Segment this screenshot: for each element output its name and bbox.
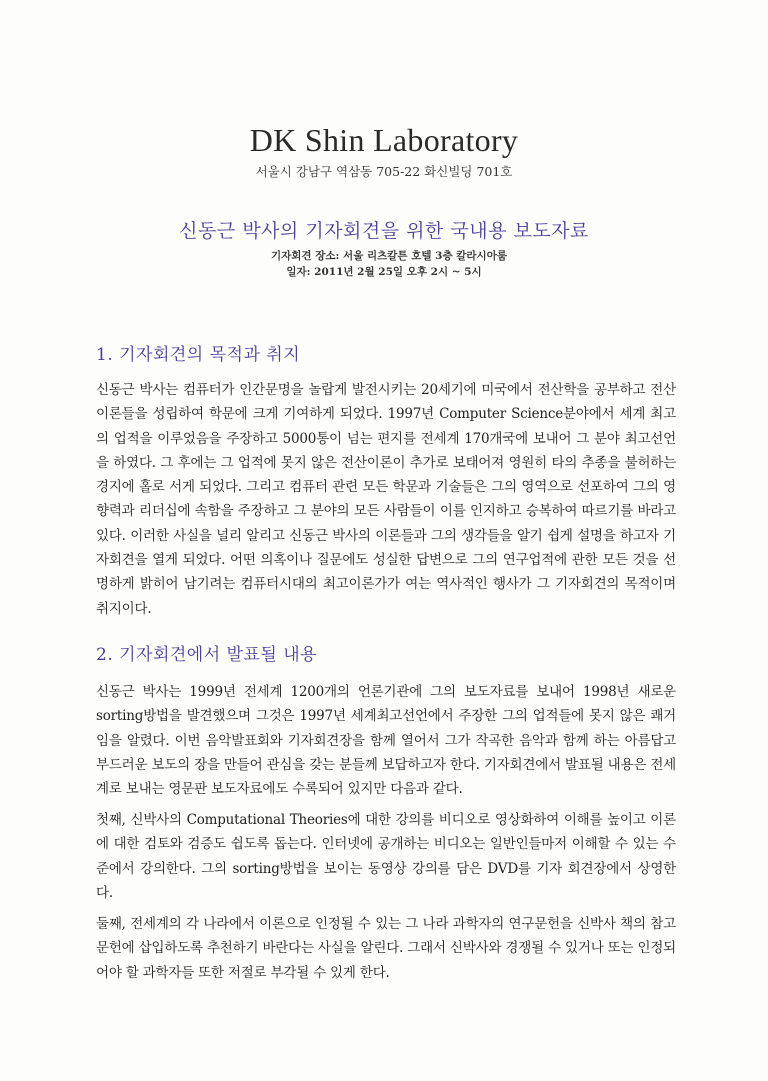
press-venue: 기자회견 장소: 서울 리츠칼튼 호텔 3층 칼라시아룸	[271, 250, 507, 262]
section-paragraph: 신동근 박사는 1999년 전세계 1200개의 언론기관에 그의 보도자료를 보내어 1998년 새로운 sorting방법을 발견했으며 그것은 1997년 세계최고선언에서 주장한 그의 업적들에 못지 않은 쾌거임을 알렸다. 이번 음악발표회와 기자회견장을 함께 열어서 그가 작곡한 음악과 함께 하는 아름답고 부드러운 보도의 장을 만들어 관심을 갖는 분들께 보답하고자 한다. 기자회견에서 발표될 내용은 전세계로 보내는 영문판 보도자료에도 수록되어 있지만 다음과 같다.	[96, 684, 676, 798]
section-paragraph: 첫째, 신박사의 Computational Theories에 대한 강의를 비디오로 영상화하여 이해를 높이고 이론에 대한 검토와 검증도 쉽도록 돕는다. 인터넷에 공개하는 비디오는 일반인들마저 이해할 수 있는 수준에서 강의한다. 그의 sorting방법을 보이는 동영상 강의를 담은 DVD를 기자 회견장에서 상영한다.	[96, 812, 676, 901]
section-heading-content: 2. 기자회견에서 발표될 내용	[96, 645, 318, 665]
press-date: 일자: 2011년 2월 25일 오후 2시 ~ 5시	[286, 266, 482, 278]
section-paragraph: 신동근 박사는 컴퓨터가 인간문명을 놀랍게 발전시키는 20세기에 미국에서 전산학을 공부하고 전산이론들을 성립하여 학문에 크게 기여하게 되었다. 1997년 Computer Science분야에서 세계 최고의 업적을 이루었음을 주장하고 5000통이 넘는 편지를 전세계 170개국에 보내어 그 분야 최고선언을 하였다. 그 후에는 그 업적에 못지 않은 전산이론이 추가로 보태어져 영원히 타의 추종을 불허하는 경지에 홀로 서게 되었다. 그리고 컴퓨터 관련 모든 학문과 기술들은 그의 영역으로 선포하여 그의 영향력과 리더십에 속함을 주장하고 그 분야의 모든 사람들이 이를 인지하고 승복하여 따르기를 바라고 있다. 이러한 사실을 널리 알리고 신동근 박사의 이론들과 그의 생각들을 알기 쉽게 설명을 하고자 기자회견을 열게 되었다. 어떤 의혹이나 질문에도 성실한 답변으로 그의 연구업적에 관한 모든 것을 선명하게 밝히어 남기려는 컴퓨터시대의 최고이론가가 여는 역사적인 행사가 그 기자회견의 목적이며 취지이다.	[96, 382, 676, 617]
section-heading-purpose: 1. 기자회견의 목적과 취지	[96, 345, 301, 365]
section-paragraph: 둘째, 전세계의 각 나라에서 이론으로 인정될 수 있는 그 나라 과학자의 연구문헌을 신박사 책의 참고문헌에 삽입하도록 추천하기 바란다는 사실을 알린다. 그래서 신박사와 경쟁될 수 있거나 또는 인정되어야 할 과학자들 또한 저절로 부각될 수 있게 한다.	[96, 916, 676, 981]
lab-address: 서울시 강남구 역삼동 705-22 화신빌딩 701호	[255, 164, 513, 179]
document-title: 신동근 박사의 기자회견을 위한 국내용 보도자료	[179, 220, 589, 242]
lab-name: DK Shin Laboratory	[249, 122, 519, 158]
